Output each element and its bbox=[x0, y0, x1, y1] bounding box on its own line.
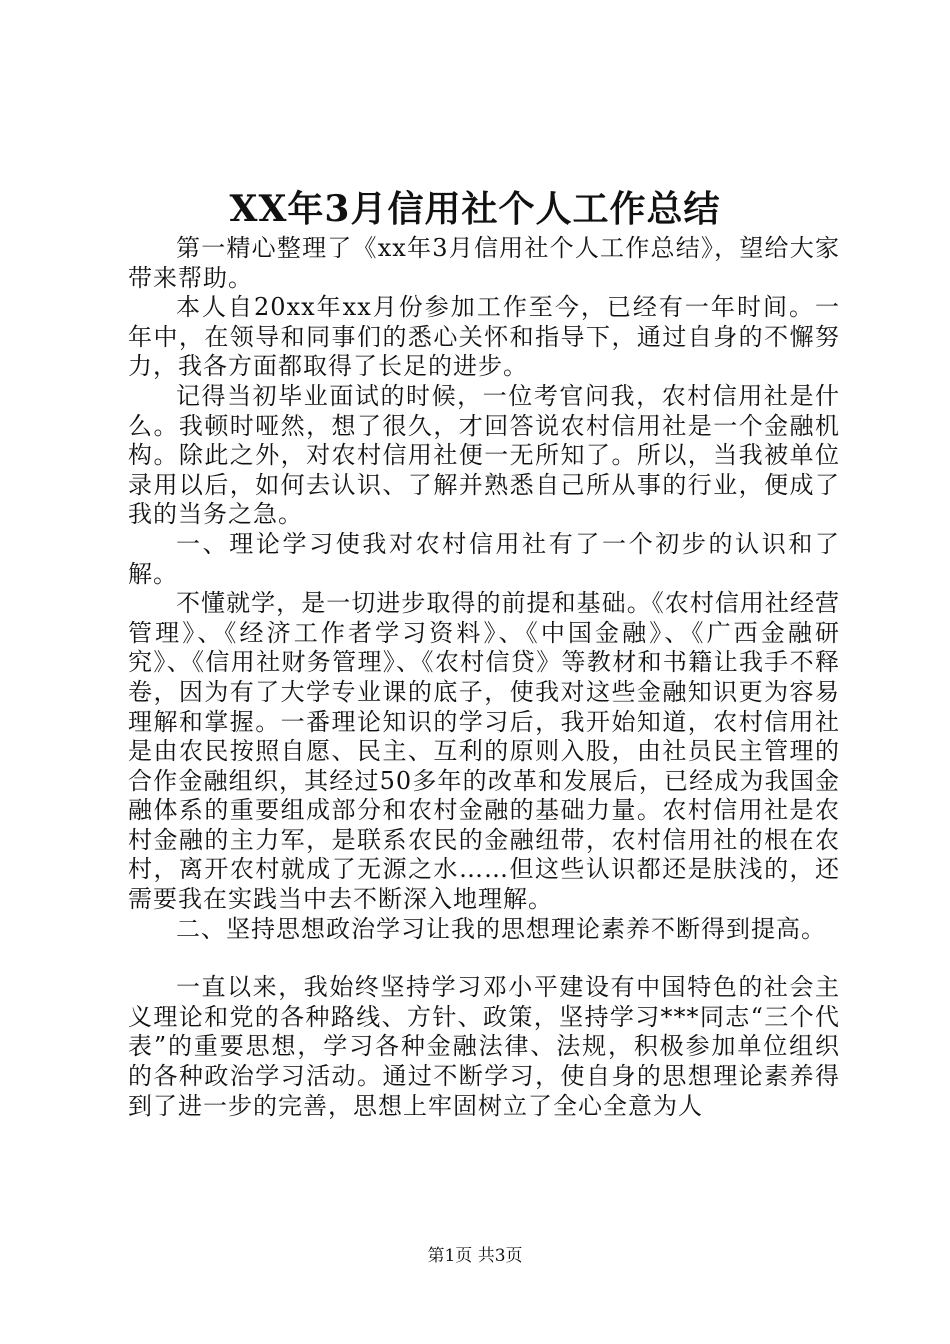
document-body bbox=[128, 234, 840, 1121]
document-title: XX年3月信用社个人工作总结 bbox=[229, 188, 721, 230]
paragraph-work-start: 本人自20xx年xx月份参加工作至今，已经有一年时间。一年中，在领导和同事们的悉心关怀和指导下，通过自身的不懈努力，我各方面都取得了长足的进步。 bbox=[128, 293, 840, 381]
paragraph-interview: 记得当初毕业面试的时候，一位考官问我，农村信用社是什么。我顿时哑然，想了很久，才回答说农村信用社是一个金融机构。除此之外，对农村信用社便一无所知了。所以，当我被单位录用以后，如何去认识、了解并熟悉自己所从事的行业，便成了我的当务之急。 bbox=[128, 381, 840, 529]
section-heading-theory: 一、理论学习使我对农村信用社有了一个初步的认识和了解。 bbox=[128, 529, 840, 588]
page-number: 第1页 共3页 bbox=[427, 1246, 523, 1266]
paragraph-theory: 不懂就学，是一切进步取得的前提和基础。《农村信用社经营管理》、《经济工作者学习资料》、《中国金融》、《广西金融研究》、《信用社财务管理》、《农村信贷》等教材和书籍让我手不释卷，因为有了大学专业课的底子，使我对这些金融知识更为容易理解和掌握。一番理论知识的学习后，我开始知道，农村信用社是由农民按照自愿、民主、互利的原则入股，由社员民主管理的合作金融组织，其经过50多年的改革和发展后，已经成为我国金融体系的重要组成部分和农村金融的基础力量。农村信用社是农村金融的主力军，是联系农民的金融纽带，农村信用社的根在农村，离开农村就成了无源之水……但这些认识都还是肤浅的，还需要我在实践当中去不断深入地理解。 bbox=[128, 589, 840, 914]
paragraph-politics: 一直以来，我始终坚持学习邓小平建设有中国特色的社会主义理论和党的各种路线、方针、政策，坚持学习***同志“三个代表”的重要思想，学习各种金融法律、法规，积极参加单位组织的各种政治学习活动。通过不断学习，使自身的思想理论素养得到了进一步的完善，思想上牢固树立了全心全意为人 bbox=[128, 973, 840, 1120]
section-heading-politics: 二、坚持思想政治学习让我的思想理论素养不断得到提高。 bbox=[176, 914, 826, 943]
paragraph-intro: 第一精心整理了《xx年3月信用社个人工作总结》，望给大家带来帮助。 bbox=[128, 234, 840, 292]
